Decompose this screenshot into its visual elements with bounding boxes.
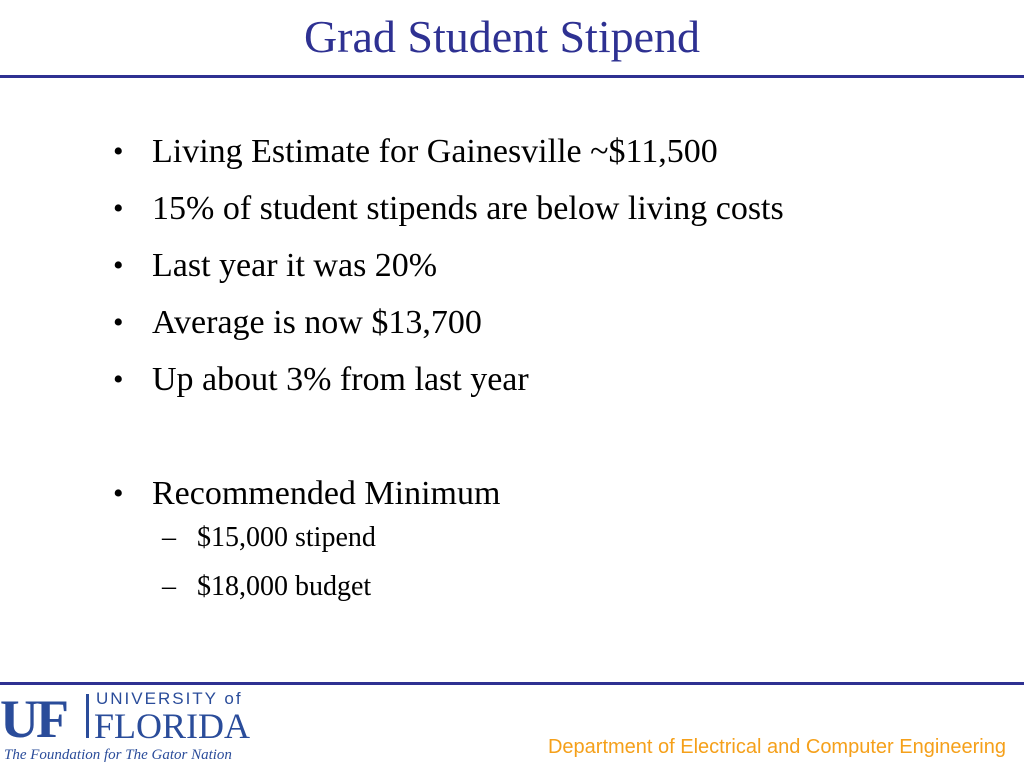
sub-bullet-item: – $18,000 budget bbox=[152, 567, 784, 616]
spacer bbox=[110, 413, 784, 470]
bullet-item: • 15% of student stipends are below living costs bbox=[110, 185, 784, 242]
slide-title: Grad Student Stipend bbox=[303, 11, 701, 62]
bullet-item: • Average is now $13,700 bbox=[110, 299, 784, 356]
logo-university-of: UNIVERSITY of bbox=[96, 689, 243, 708]
sub-bullet-item: – $15,000 stipend bbox=[152, 518, 784, 567]
uf-logo bbox=[0, 690, 290, 768]
bullet-item: • Up about 3% from last year bbox=[110, 356, 784, 413]
department-name: Department of Electrical and Computer Engineering bbox=[547, 736, 1006, 758]
uf-logo-mark: UF bbox=[0, 689, 66, 749]
logo-tagline: The Foundation for The Gator Nation bbox=[4, 747, 232, 763]
logo-florida: FLORIDA bbox=[94, 706, 251, 746]
logo-divider bbox=[86, 694, 89, 738]
bullet-item-recommended: • Recommended Minimum bbox=[110, 470, 784, 527]
bullet-item: • Last year it was 20% bbox=[110, 242, 784, 299]
footer-divider bbox=[0, 682, 1024, 685]
bullet-item: • Living Estimate for Gainesville ~$11,500 bbox=[110, 128, 784, 185]
title-divider bbox=[0, 75, 1024, 78]
bullet-list bbox=[110, 128, 784, 616]
